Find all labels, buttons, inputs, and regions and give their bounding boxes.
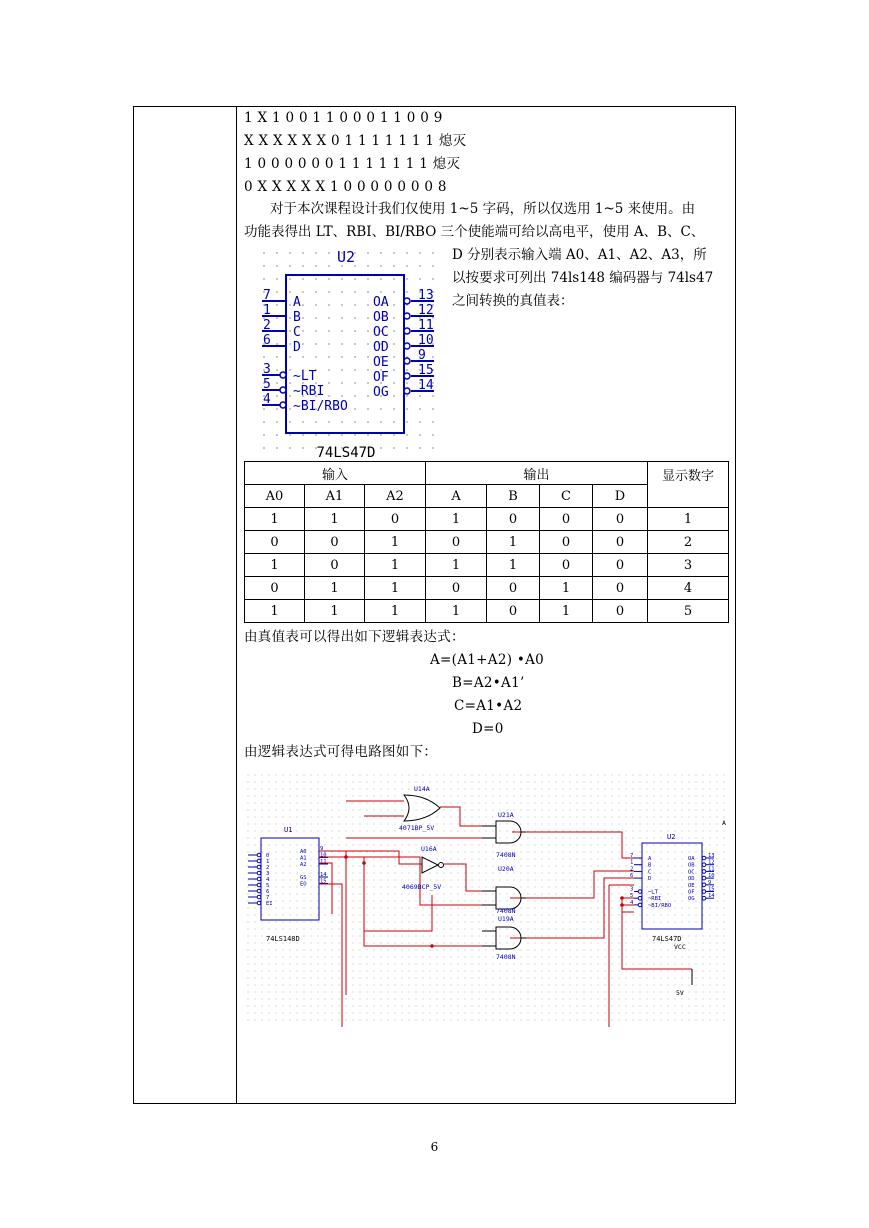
- header-cell: A2: [365, 485, 426, 508]
- u2-output-number: 13: [708, 853, 715, 859]
- and-part: 7408N: [496, 953, 516, 961]
- chip-pin-name: B: [293, 310, 301, 325]
- header-cell: B: [487, 485, 540, 508]
- chip-pin-number: 11: [418, 318, 434, 333]
- paragraph-side-line: 之间转换的真值表：: [452, 293, 574, 309]
- u1-74ls148: [248, 826, 328, 943]
- u2-input-number: 6: [630, 873, 634, 880]
- table-cell: 0: [305, 531, 365, 554]
- chip-pin-name: OC: [373, 325, 389, 340]
- circuit-diagram: [244, 771, 728, 1027]
- table-cell: 0: [540, 554, 593, 577]
- u1-input-label: 4: [266, 877, 270, 883]
- table-cell: 1: [426, 508, 487, 531]
- column-divider: [236, 106, 237, 1104]
- logic-intro: 由真值表可以得出如下逻辑表达式：: [244, 629, 465, 645]
- table-cell: 0: [245, 577, 305, 600]
- u2-output-number: 9: [708, 879, 712, 886]
- expression: B=A2•A1’: [452, 675, 525, 691]
- u1-input-label: 3: [266, 871, 270, 877]
- and-part: 7408N: [496, 907, 516, 915]
- chip-pin-number: 14: [418, 378, 434, 393]
- u2-output-number: 15: [708, 886, 715, 893]
- u2-input-number: 2: [630, 866, 634, 873]
- expression: D=0: [472, 721, 504, 737]
- chip-pin-number: 15: [418, 363, 434, 378]
- header-output: 输出: [426, 462, 648, 485]
- edge-label: A: [722, 819, 726, 827]
- u1-output-number: 9: [320, 846, 324, 852]
- u1-input-label: 7: [266, 895, 270, 901]
- chip-pin-name: OG: [373, 385, 389, 400]
- expression: C=A1•A2: [454, 698, 523, 714]
- table-cell: 0: [593, 531, 648, 554]
- table-cell: 5: [648, 600, 729, 623]
- u2-74ls47: [630, 819, 726, 997]
- paragraph-line: 功能表得出 LT、RBI、BI/RBO 三个使能端可给以高电平，使用 A、B、C、: [244, 224, 705, 240]
- u1-part: 74LS148D: [266, 935, 300, 943]
- code-line: 1 0 0 0 0 0 0 1 1 1 1 1 1 1 熄灭: [244, 156, 461, 172]
- u1-output-label: GS: [300, 875, 307, 881]
- chip-pin-name: C: [293, 325, 301, 340]
- u1-input-label: 1: [266, 859, 270, 865]
- chip-pin-name: OD: [373, 340, 389, 355]
- table-cell: 1: [487, 531, 540, 554]
- table-cell: 0: [540, 531, 593, 554]
- chip-pin-name: ~BI/RBO: [293, 399, 348, 414]
- or-label: U14A: [414, 785, 430, 793]
- table-cell: 3: [648, 554, 729, 577]
- table-cell: 1: [426, 554, 487, 577]
- table-cell: 1: [540, 600, 593, 623]
- u1-output-label: A2: [300, 862, 307, 868]
- or-part: 4071BP_5V: [399, 824, 435, 832]
- table-cell: 0: [593, 600, 648, 623]
- and-part: 7408N: [496, 851, 516, 859]
- table-cell: 0: [365, 508, 426, 531]
- table-cell: 1: [487, 554, 540, 577]
- table-cell: 1: [365, 600, 426, 623]
- chip-pin-name: ~LT: [293, 369, 317, 384]
- u1-output-number: 15: [320, 878, 327, 885]
- u1-input-label: 5: [266, 883, 270, 889]
- table-cell: 1: [365, 554, 426, 577]
- u2-part: 74LS47D: [652, 935, 682, 943]
- table-cell: 1: [426, 600, 487, 623]
- u1-input-label: 2: [266, 865, 270, 871]
- chip-pin-name: OA: [373, 295, 389, 310]
- u2-output-label: OF: [688, 889, 695, 896]
- u1-output-label: EO: [300, 881, 307, 888]
- table-cell: 0: [305, 554, 365, 577]
- and2-label: U20A: [498, 865, 514, 873]
- chip-pin-number: 7: [263, 288, 271, 303]
- table-cell: 1: [365, 531, 426, 554]
- header-cell: D: [593, 485, 648, 508]
- table-cell: 1: [305, 577, 365, 600]
- not-label: U16A: [421, 845, 437, 853]
- chip-pin-number: 3: [263, 362, 271, 377]
- header-cell: A: [426, 485, 487, 508]
- header-input: 输入: [245, 462, 426, 485]
- header-cell: A1: [305, 485, 365, 508]
- chip-pin-number: 1: [263, 303, 271, 318]
- u1-output-label: A1: [300, 855, 307, 862]
- table-cell: 0: [487, 508, 540, 531]
- supply-label: 5V: [676, 989, 684, 997]
- page-number: 6: [430, 1140, 439, 1154]
- table-row: [245, 531, 729, 554]
- u2-input-label: D: [648, 876, 652, 883]
- u1-output-number: 10: [320, 852, 327, 859]
- u2-output-number: 14: [708, 893, 715, 900]
- u1-title: U1: [284, 826, 293, 834]
- table-cell: 1: [245, 600, 305, 623]
- table-cell: 1: [305, 600, 365, 623]
- table-cell: 4: [648, 577, 729, 600]
- table-cell: 0: [593, 577, 648, 600]
- and-gate-u21a: [496, 811, 521, 859]
- truth-table: [244, 461, 729, 623]
- u2-input-label: ~RBI: [648, 896, 662, 903]
- table-cell: 1: [648, 508, 729, 531]
- chip-pin-name: ~RBI: [293, 384, 325, 399]
- table-cell: 1: [540, 577, 593, 600]
- table-cell: 0: [245, 531, 305, 554]
- table-cell: 0: [487, 600, 540, 623]
- table-row: [245, 600, 729, 623]
- u2-input-label: ~LT: [648, 889, 658, 896]
- table-cell: 0: [593, 554, 648, 577]
- table-cell: 1: [305, 508, 365, 531]
- code-line: 1 X 1 0 0 1 1 0 0 0 1 1 0 0 9: [244, 110, 443, 126]
- u1-output-label: A0: [300, 849, 307, 855]
- u1-input-label: 0: [266, 853, 270, 859]
- and3-label: U19A: [498, 915, 514, 923]
- chip-part: 74LS47D: [316, 445, 376, 461]
- chip-pin-name: OF: [373, 370, 389, 385]
- chip-pin-name: A: [293, 295, 301, 310]
- paragraph-line: 对于本次课程设计我们仅使用 1~5 字码，所以仅选用 1~5 来使用。由: [270, 201, 696, 217]
- chip-74ls47-figure: [258, 247, 440, 461]
- chip-pin-number: 10: [418, 333, 434, 348]
- u2-output-label: OD: [688, 876, 695, 883]
- chip-pin-number: 13: [418, 288, 434, 303]
- expression: A=(A1+A2) •A0: [430, 652, 545, 668]
- u2-output-label: OE: [688, 882, 695, 889]
- table-cell: 0: [540, 508, 593, 531]
- u2-input-number: 3: [630, 886, 634, 893]
- u1-input-label: EI: [266, 901, 273, 907]
- u2-title: U2: [667, 833, 676, 841]
- u2-input-label: C: [648, 869, 652, 876]
- and1-label: U21A: [498, 811, 514, 819]
- chip-pin-number: 6: [263, 333, 271, 348]
- u2-input-label: B: [648, 862, 652, 869]
- u2-output-label: OC: [688, 869, 695, 876]
- u2-input-number: 7: [630, 853, 634, 859]
- chip-pin-name: OE: [373, 355, 389, 370]
- paragraph-side-line: D 分别表示输入端 A0、A1、A2、A3，所: [452, 247, 707, 263]
- paragraph-side-line: 以按要求可列出 74ls148 编码器与 74ls47: [452, 270, 714, 286]
- table-row: [245, 554, 729, 577]
- table-cell: 0: [426, 531, 487, 554]
- u2-output-number: 12: [708, 859, 715, 866]
- or-gate-u14a: [399, 785, 440, 832]
- u2-output-label: OA: [688, 856, 695, 862]
- and-gate-u20a: [496, 865, 521, 915]
- u2-input-label: A: [648, 856, 652, 862]
- u2-input-number: 5: [630, 893, 634, 900]
- code-line: 0 X X X X X 1 0 0 0 0 0 0 0 8: [244, 179, 447, 195]
- u1-input-label: 6: [266, 889, 270, 895]
- header-cell: C: [540, 485, 593, 508]
- header-display: 显示数字: [648, 462, 729, 508]
- table-row: [245, 508, 729, 531]
- u2-input-label: ~BI/RBO: [648, 902, 672, 909]
- u2-output-number: 10: [708, 873, 715, 880]
- table-cell: 0: [593, 508, 648, 531]
- u2-output-label: OB: [688, 862, 695, 869]
- table-cell: 1: [365, 577, 426, 600]
- table-row: [245, 577, 729, 600]
- chip-pin-name: D: [293, 340, 301, 355]
- u2-input-number: 1: [630, 859, 634, 866]
- table-cell: 0: [426, 577, 487, 600]
- chip-pin-name: OB: [373, 310, 389, 325]
- u1-output-number: 14: [320, 872, 327, 878]
- header-cell: A0: [245, 485, 305, 508]
- u2-output-number: 11: [708, 866, 715, 873]
- circuit-intro: 由逻辑表达式可得电路图如下：: [244, 744, 438, 760]
- table-cell: 2: [648, 531, 729, 554]
- u2-output-label: OG: [688, 896, 695, 903]
- code-line: X X X X X X 0 1 1 1 1 1 1 1 熄灭: [244, 133, 467, 149]
- chip-pin-number: 12: [418, 303, 434, 318]
- chip-pin-number: 9: [418, 348, 426, 363]
- table-cell: 0: [487, 577, 540, 600]
- chip-pin-number: 5: [263, 377, 271, 392]
- chip-pin-number: 4: [263, 392, 271, 407]
- chip-pin-number: 2: [263, 318, 271, 333]
- table-cell: 1: [245, 554, 305, 577]
- chip-title: U2: [336, 248, 356, 266]
- u1-output-number: 11: [320, 859, 327, 865]
- not-part: 4069BCP_5V: [402, 883, 442, 891]
- u2-input-number: 4: [630, 899, 634, 906]
- table-cell: 1: [245, 508, 305, 531]
- vcc-label: VCC: [674, 943, 686, 951]
